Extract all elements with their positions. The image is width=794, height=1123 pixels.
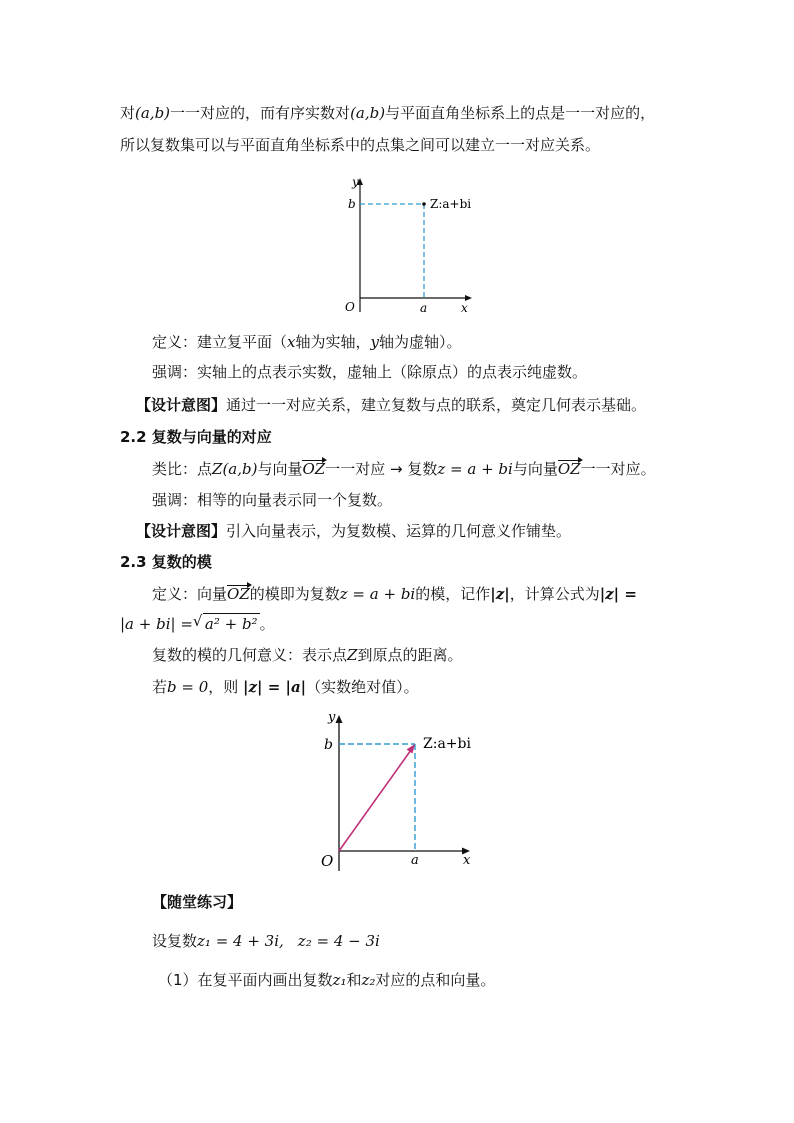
var-x: x bbox=[287, 333, 296, 351]
design-intent-2 bbox=[136, 521, 571, 541]
text: 一一对应。 bbox=[580, 460, 656, 478]
exercise-question-1 bbox=[158, 970, 495, 990]
paragraph1-line2: 所以复数集可以与平面直角坐标系中的点集之间可以建立一一对应关系。 bbox=[120, 136, 601, 154]
complex-plane-figure-2 bbox=[313, 706, 483, 874]
text: 对应的点和向量。 bbox=[375, 971, 496, 989]
design-tag: 【设计意图】 bbox=[136, 396, 227, 414]
text: 通过一一对应关系，建立复数与点的联系，奠定几何表示基础。 bbox=[226, 396, 647, 414]
analogy-line bbox=[152, 459, 656, 479]
exercise-tag: 【随堂练习】 bbox=[152, 893, 243, 911]
point-label: Z:a+bi bbox=[430, 197, 472, 211]
y-axis-arrow bbox=[336, 715, 343, 723]
point-z bbox=[422, 202, 426, 206]
text: 与平面直角坐标系上的点是一一对应的， bbox=[385, 104, 656, 122]
radicand: a² + b² bbox=[204, 615, 258, 633]
condition: b = 0 bbox=[167, 678, 209, 696]
complex-z1: z₁ = 4 + 3i, bbox=[197, 932, 284, 950]
definition-line bbox=[152, 332, 462, 352]
text: 复数的模的几何意义：表示点 bbox=[152, 646, 348, 664]
text: 对 bbox=[120, 104, 136, 122]
text: 引入向量表示，为复数模、运算的几何意义作铺垫。 bbox=[226, 522, 572, 540]
paragraph1-line1 bbox=[120, 103, 655, 123]
b-label: b bbox=[324, 737, 333, 753]
section-2-2-title: 2.2 复数与向量的对应 bbox=[120, 428, 272, 446]
var-y: y bbox=[370, 333, 379, 351]
text: 类比：点 bbox=[152, 460, 213, 478]
exercise-given-line bbox=[152, 931, 380, 951]
ordered-pair: (a,b) bbox=[350, 104, 386, 122]
complex-plane-figure-1 bbox=[338, 170, 478, 315]
a-label: a bbox=[420, 301, 428, 315]
a-label: a bbox=[411, 853, 419, 868]
text: 一一对应 bbox=[325, 460, 390, 478]
text: ，则 bbox=[208, 678, 244, 696]
text: 定义：向量 bbox=[152, 585, 228, 603]
text: 的模即为复数 bbox=[249, 585, 340, 603]
complex-z: z = a + bi bbox=[339, 585, 416, 603]
text: 与向量 bbox=[257, 460, 303, 478]
emphasis2-line: 强调：相等的向量表示同一个复数。 bbox=[152, 491, 393, 509]
arrow-icon: → bbox=[390, 460, 403, 478]
complex-z: z = a + bi bbox=[437, 460, 513, 478]
text: （1）在复平面内画出复数 bbox=[158, 971, 333, 989]
point-z: Z bbox=[347, 646, 358, 664]
text: 设复数 bbox=[152, 932, 198, 950]
design-intent-1 bbox=[136, 395, 646, 415]
vector-oz: OZ bbox=[557, 460, 581, 478]
origin-label: O bbox=[321, 852, 334, 870]
text: 和 bbox=[346, 971, 362, 989]
text: ，计算公式为 bbox=[509, 585, 600, 603]
sqrt-expression: √ a² + b² bbox=[192, 612, 258, 633]
modulus-symbol: |z| bbox=[490, 585, 510, 603]
complex-z1: z₁ bbox=[332, 971, 347, 989]
complex-z2: z₂ = 4 − 3i bbox=[297, 932, 380, 950]
vector-oz-arrowhead bbox=[407, 744, 416, 754]
emphasis1-line: 强调：实轴上的点表示实数，虚轴上（除原点）的点表示纯虚数。 bbox=[152, 363, 588, 381]
x-label: x bbox=[463, 853, 471, 868]
text: 到原点的距离。 bbox=[357, 646, 463, 664]
text: 与向量 bbox=[512, 460, 558, 478]
vector-oz: OZ bbox=[302, 460, 326, 478]
text: 。 bbox=[259, 615, 275, 633]
vector-oz: OZ bbox=[227, 585, 250, 603]
ordered-pair: (a,b) bbox=[135, 104, 171, 122]
point-z: Z(a,b) bbox=[212, 460, 258, 478]
modulus-formula-start: |z| = bbox=[599, 585, 637, 603]
design-tag: 【设计意图】 bbox=[136, 522, 227, 540]
vector-oz-line bbox=[339, 750, 411, 851]
section-2-3-title: 2.3 复数的模 bbox=[120, 553, 212, 571]
text: 若 bbox=[152, 678, 168, 696]
special-case-line bbox=[152, 677, 419, 697]
geometry-meaning-line bbox=[152, 645, 462, 665]
text: （实数绝对值）。 bbox=[306, 678, 419, 696]
text: 轴为实轴， bbox=[295, 333, 371, 351]
point-label: Z:a+bi bbox=[423, 736, 471, 752]
text: 一一对应的，而有序实数对 bbox=[170, 104, 351, 122]
text: 复数 bbox=[402, 460, 438, 478]
text: 轴为虚轴）。 bbox=[378, 333, 462, 351]
complex-z2: z₂ bbox=[361, 971, 376, 989]
text: 的模，记作 bbox=[415, 585, 491, 603]
modulus-definition-line1 bbox=[152, 584, 637, 604]
y-label: y bbox=[328, 710, 336, 725]
origin-label: O bbox=[345, 300, 355, 314]
y-label: y bbox=[352, 175, 359, 189]
modulus-expression: |a + bi| = bbox=[120, 615, 193, 633]
equation: |z| = |a| bbox=[243, 678, 307, 696]
b-label: b bbox=[348, 197, 356, 211]
x-label: x bbox=[461, 301, 468, 315]
modulus-definition-line2 bbox=[120, 613, 275, 634]
text: 定义：建立复平面（ bbox=[152, 333, 288, 351]
